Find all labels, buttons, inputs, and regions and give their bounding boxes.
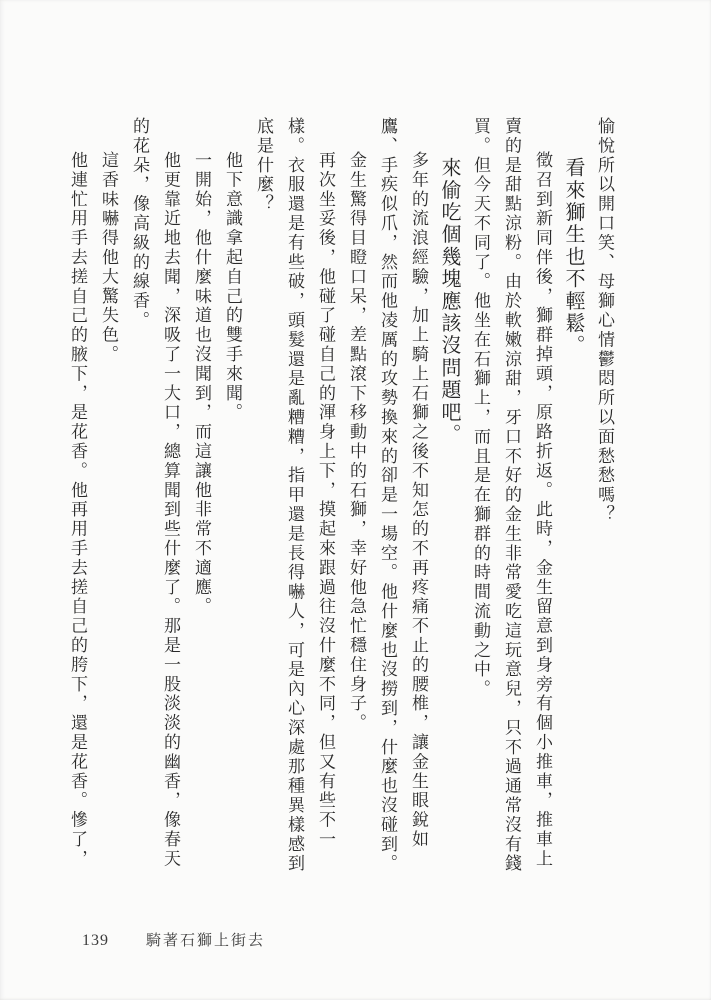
body-text: [62, 117, 620, 875]
page-footer: [82, 929, 265, 950]
paragraph: 愉悅所以開口笑、母獅心情鬱悶所以面愁愁嗎？: [595, 117, 614, 525]
paragraph: 他更靠近地去聞，深吸了一大口，總算聞到些什麼了。那是一股淡淡的幽香，像春天的花朵，像高級的線香。: [130, 117, 180, 869]
paragraph: 再次坐妥後，他碰了碰自己的渾身上下，摸起來跟過往沒什麼不同，但又有些不一樣。衣服還是有些破，頭髮還是亂糟糟，指甲還是長得嚇人，可是內心深處那種異樣感到底是什麼？: [254, 117, 335, 874]
paragraph: 這香味嚇得他大驚失色。: [99, 151, 118, 365]
thought-paragraph: 看來獅生也不輕鬆。: [562, 157, 586, 357]
page-number: 139: [82, 932, 109, 949]
paragraph: 他連忙用手去搓自己的腋下，是花香。他再用手去搓自己的胯下，還是花香。慘了，: [68, 151, 87, 869]
paragraph: 金生驚得目瞪口呆，差點滾下移動中的石獅，幸好他急忙穩住身子。: [347, 151, 366, 733]
chapter-title: 騎著石獅上街去: [146, 933, 266, 949]
paragraph: 一開始，他什麼味道也沒聞到，而這讓他非常不適應。: [192, 151, 211, 617]
paragraph: 他下意識拿起自己的雙手來聞。: [223, 151, 242, 423]
paragraph: 徵召到新同伴後，獅群掉頭，原路折返。此時，金生留意到身旁有個小推車，推車上賣的是甜點涼粉。由於軟嫩涼甜，牙口不好的金生非常愛吃這玩意兒，只不過通常沒有錢買。但今天不同了。他坐在石獅上，而且是在獅群的時間流動之中。: [471, 117, 552, 874]
paragraph: 多年的流浪經驗，加上騎上石獅之後不知怎的不再疼痛不止的腰椎，讓金生眼銳如鷹、手疾似爪，然而他凌厲的攻勢換來的卻是一場空。他什麼也沒撈到，什麼也沒碰到。: [378, 117, 428, 874]
thought-paragraph: 來偷吃個幾塊應該沒問題吧。: [438, 157, 462, 446]
